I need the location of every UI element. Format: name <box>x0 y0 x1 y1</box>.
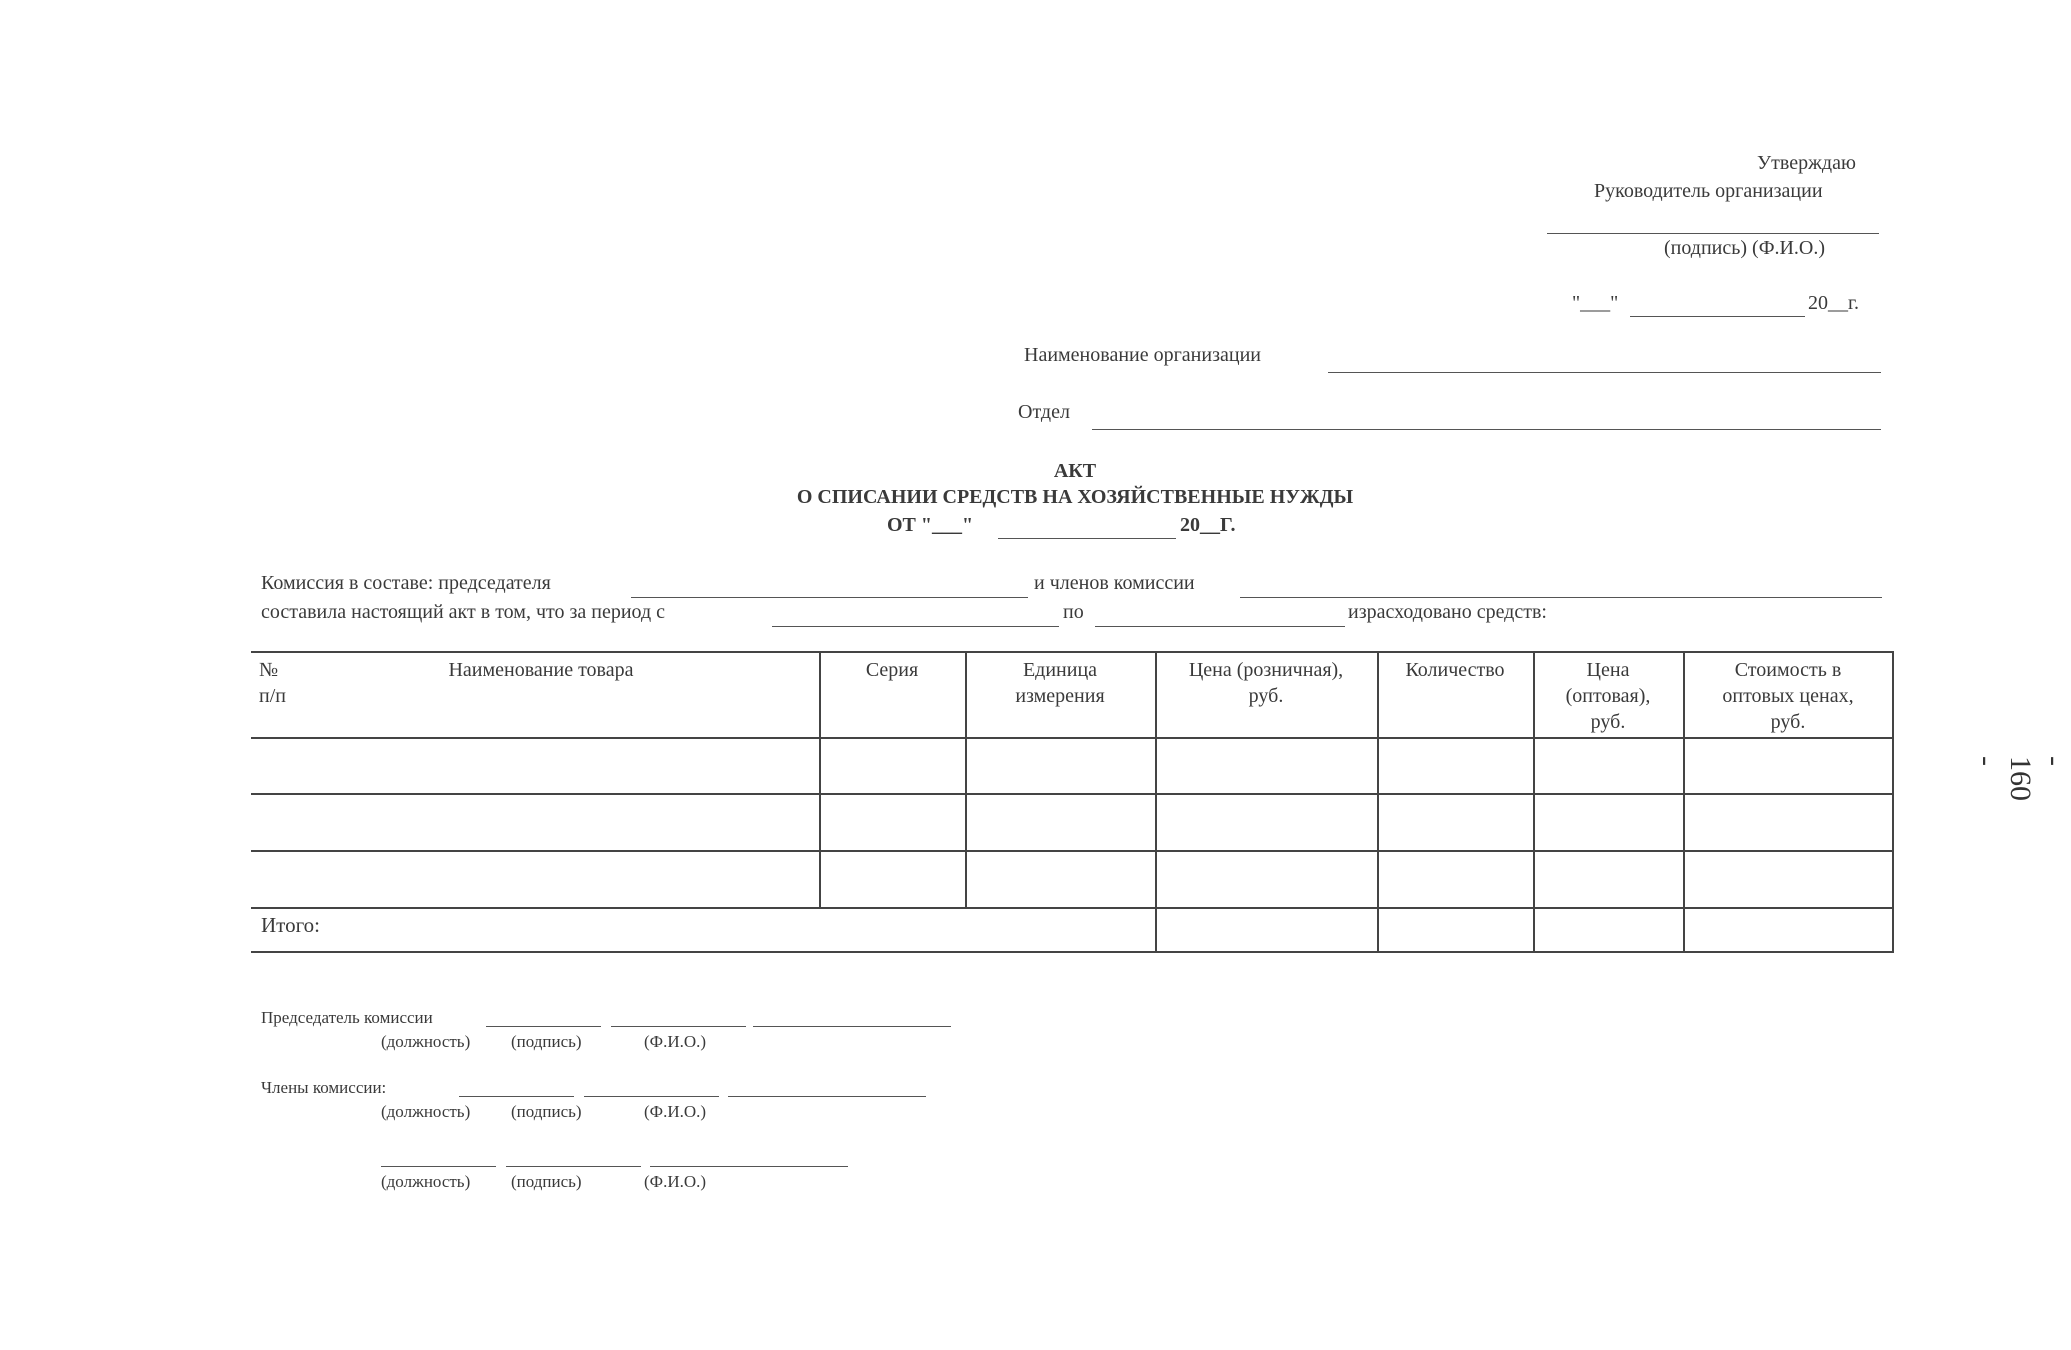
chairman-position-line[interactable] <box>486 1026 601 1027</box>
act-date-line[interactable] <box>998 538 1176 539</box>
act-title: АКТ <box>1053 460 1097 482</box>
period-from-field[interactable] <box>772 626 1059 627</box>
table-col-divider <box>819 651 821 909</box>
approve-label: Утверждаю <box>1757 152 1856 174</box>
cell-name-row1[interactable] <box>253 739 819 793</box>
cell-name-row2[interactable] <box>253 795 819 850</box>
member2-fio-line[interactable] <box>650 1166 848 1167</box>
act-date-prefix: ОТ "___" <box>887 514 974 536</box>
act-date-year: 20__Г. <box>1180 514 1236 536</box>
chairman-signature-line[interactable] <box>611 1026 746 1027</box>
chairman-label: Председатель комиссии <box>261 1008 433 1027</box>
period-to-field[interactable] <box>1095 626 1345 627</box>
member2-signature-line[interactable] <box>506 1166 641 1167</box>
col-header-num: № п/п <box>259 659 286 707</box>
table-border-top <box>251 651 1894 653</box>
head-label: Руководитель организации <box>1594 180 1823 202</box>
act-subtitle: О СПИСАНИИ СРЕДСТВ НА ХОЗЯЙСТВЕННЫЕ НУЖДЫ <box>796 486 1354 508</box>
col-header-series: Серия <box>865 659 919 681</box>
table-border-bottom <box>251 951 1894 953</box>
table-col-divider <box>1377 651 1379 953</box>
members-field[interactable] <box>1240 597 1882 598</box>
col-header-wholesale-price: Цена (оптовая), руб. <box>1565 659 1651 733</box>
expense-table <box>251 651 1894 953</box>
commission-label: Комиссия в составе: председателя <box>261 572 551 594</box>
chairman-field[interactable] <box>631 597 1028 598</box>
col-header-retail-price: Цена (розничная), руб. <box>1188 659 1344 707</box>
members-label: и членов комиссии <box>1034 572 1195 594</box>
signature-caption: (подпись) <box>511 1032 582 1051</box>
approval-date-quote: "___" <box>1572 292 1619 314</box>
fio-caption: (Ф.И.О.) <box>644 1102 707 1121</box>
page-number: - 160 - <box>1970 756 2071 801</box>
signature-caption: (подпись) <box>511 1172 582 1191</box>
table-border-right <box>1892 651 1894 953</box>
col-header-quantity: Количество <box>1405 659 1505 681</box>
fio-caption: (Ф.И.О.) <box>644 1032 707 1051</box>
members-sign-label: Члены комиссии: <box>261 1078 387 1097</box>
position-caption: (должность) <box>381 1172 471 1191</box>
compiled-label: составила настоящий акт в том, что за период с <box>261 601 666 623</box>
col-header-cost: Стоимость в оптовых ценах, руб. <box>1722 659 1854 733</box>
signature-caption: (подпись) <box>511 1102 582 1121</box>
period-to-label: по <box>1063 601 1084 623</box>
col-header-unit: Единица измерения <box>1015 659 1105 707</box>
dept-label: Отдел <box>1018 401 1070 423</box>
position-caption: (должность) <box>381 1102 471 1121</box>
col-header-name: Наименование товара <box>448 659 634 681</box>
total-label: Итого: <box>261 913 320 937</box>
cell-name-row3[interactable] <box>253 852 819 907</box>
dept-field[interactable] <box>1092 429 1881 430</box>
spent-label: израсходовано средств: <box>1348 601 1547 623</box>
head-signature-line[interactable] <box>1547 233 1879 234</box>
org-field[interactable] <box>1328 372 1881 373</box>
approval-date-year: 20__г. <box>1808 292 1859 314</box>
position-caption: (должность) <box>381 1032 471 1051</box>
member1-position-line[interactable] <box>459 1096 574 1097</box>
chairman-fio-line[interactable] <box>753 1026 951 1027</box>
table-row-divider <box>251 907 1894 909</box>
fio-caption: (Ф.И.О.) <box>644 1172 707 1191</box>
member1-fio-line[interactable] <box>728 1096 926 1097</box>
member2-position-line[interactable] <box>381 1166 496 1167</box>
member1-signature-line[interactable] <box>584 1096 719 1097</box>
approval-date-line[interactable] <box>1630 316 1805 317</box>
org-label: Наименование организации <box>1024 344 1261 366</box>
sign-fio-caption: (подпись) (Ф.И.О.) <box>1664 237 1826 259</box>
